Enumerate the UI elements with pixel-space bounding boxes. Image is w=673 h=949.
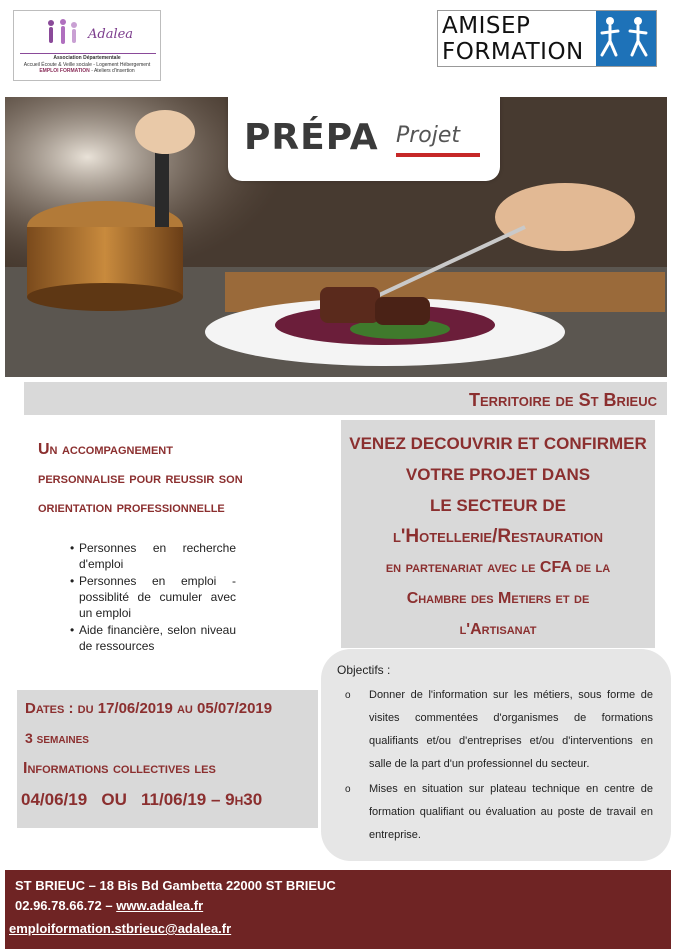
email-link[interactable]: emploiformation.stbrieuc@adalea.fr: [9, 921, 232, 936]
objectifs-title: Objectifs :: [337, 663, 391, 677]
list-item: • Personnes en emploi - possiblité de cumuler avec un emploi: [70, 573, 236, 621]
territoire-title: Territoire de St Brieuc: [469, 390, 657, 410]
adalea-subtitle: Association Départementale Accueil Écoute & Veille sociale - Logement Hébergement EMPLOI FORMATION - Ateliers d'insertion: [23, 55, 151, 75]
info-sessions-label: Informations collectives les: [23, 760, 216, 777]
venez-decouvrir-text: VENEZ DECOUVRIR ET CONFIRMER VOTRE PROJET DANS LE SECTEUR DE l'Hotellerie/Restauration en partenariat avec le CFA de la Chambre des Metiers et de l'Artisanat: [349, 434, 647, 638]
prepa-subtitle: Projet: [396, 123, 461, 148]
territoire-banner: [24, 382, 667, 415]
adalea-divider: [20, 53, 156, 54]
list-item: o Donner de l'information sur les métiers, sous forme de visites commentées d'organismes de formations qualifiants et/ou d'entreprises et/ou d'interventions en salle de la part d'un professionnel du secteur.: [345, 684, 653, 776]
footer-phone-line: [15, 898, 203, 913]
footer-phone: 02.96.78.66.72 –: [15, 898, 113, 913]
prepa-projet-logo: [228, 97, 500, 181]
hero-chef-photo: [5, 97, 667, 377]
duration: 3 semaines: [25, 730, 89, 746]
amisep-wordmark: AMISEP FORMATION: [442, 13, 584, 65]
dates-range: Dates : du 17/06/2019 au 05/07/2019: [25, 700, 273, 717]
footer-contact: [5, 870, 671, 949]
adalea-name: Adalea: [88, 27, 134, 42]
accompagnement-headline: Un accompagnement personnalise pour reussir son orientation professionnelle: [38, 441, 243, 516]
amisep-figures-icon: [596, 11, 656, 67]
prepa-title: PRÉPA: [244, 117, 379, 158]
adalea-logo: [13, 10, 161, 81]
list-item: o Mises en situation sur plateau technique en centre de formation qualifiant ou évaluation au poste de travail en entreprise.: [345, 778, 653, 847]
adalea-figures-icon: [42, 17, 82, 47]
list-item: • Personnes en recherche d'emploi: [70, 540, 236, 572]
footer-address: ST BRIEUC – 18 Bis Bd Gambetta 22000 ST BRIEUC: [15, 878, 336, 893]
prepa-underline: [396, 153, 480, 157]
list-item: • Aide financière, selon niveau de ressources: [70, 622, 236, 654]
info-sessions-dates: 04/06/19 OU 11/06/19 – 9h30: [21, 790, 263, 809]
objectifs-list: [345, 684, 653, 849]
eligibility-list: [70, 540, 236, 655]
amisep-logo: [437, 10, 657, 67]
venez-decouvrir-box: [341, 420, 655, 648]
dates-box: [17, 690, 318, 828]
website-link[interactable]: www.adalea.fr: [116, 898, 204, 913]
objectifs-box: [321, 649, 671, 861]
